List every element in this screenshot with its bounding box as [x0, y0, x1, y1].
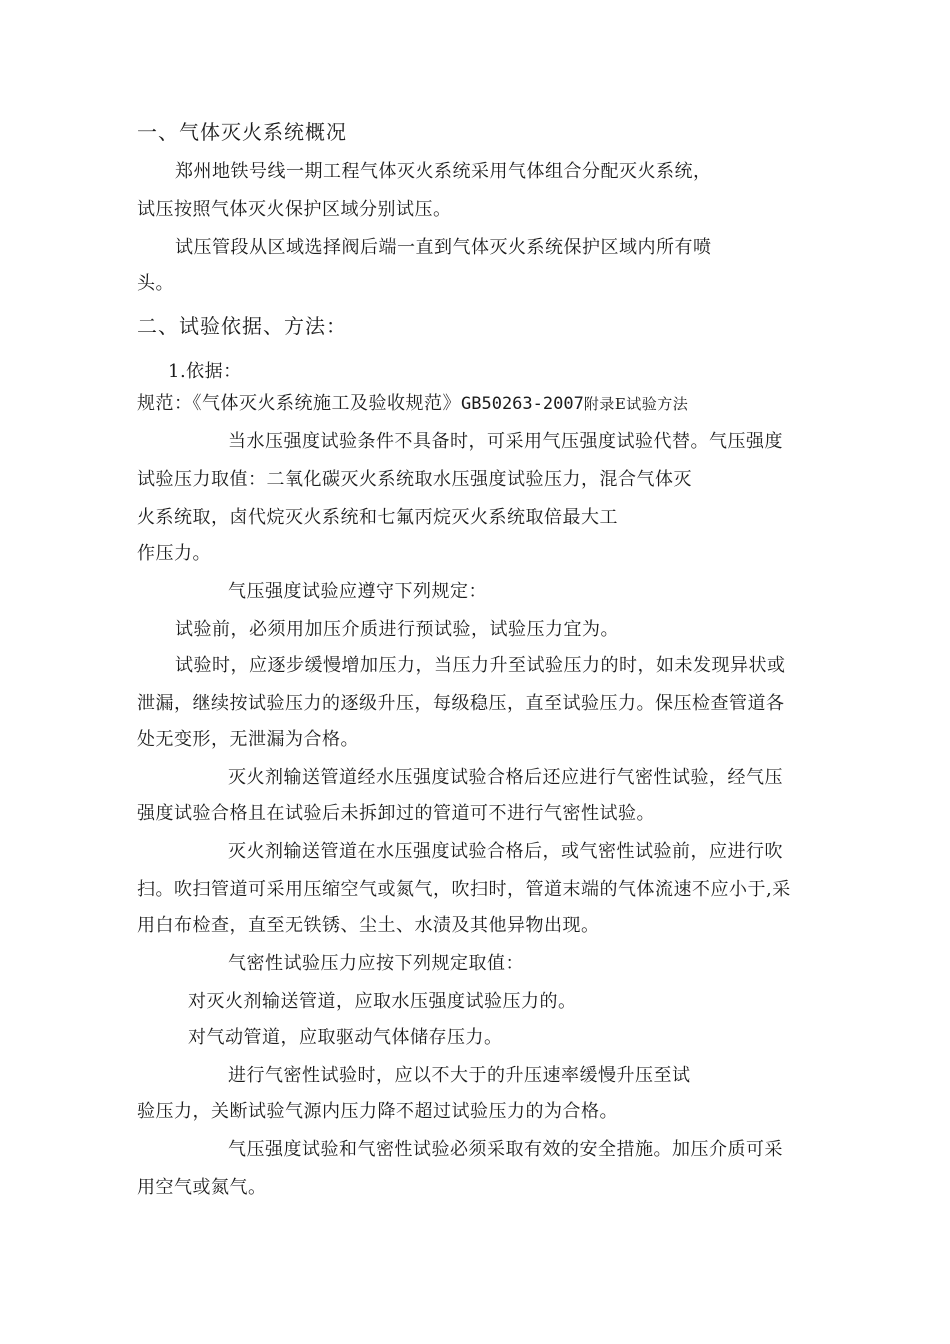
- paragraph-line: 强度试验合格且在试验后未拆卸过的管道可不进行气密性试验。: [137, 803, 655, 824]
- paragraph-line: 对气动管道，应取驱动气体储存压力。: [188, 1027, 503, 1048]
- paragraph-line: 气密性试验压力应按下列规定取值：: [228, 953, 524, 974]
- paragraph-line: 验压力，关断试验气源内压力降不超过试验压力的为合格。: [137, 1101, 618, 1122]
- paragraph-line: 试验时，应逐步缓慢增加压力，当压力升至试验压力的时，如未发现异状或: [175, 655, 786, 676]
- paragraph-line: 试压管段从区域选择阀后端一直到气体灭火系统保护区域内所有喷: [175, 237, 712, 258]
- paragraph-line: 对灭火剂输送管道，应取水压强度试验压力的。: [188, 991, 577, 1012]
- spec-code: GB50263-2007: [461, 394, 584, 414]
- paragraph-line: 火系统取，卤代烷灭火系统和七氟丙烷灭火系统取倍最大工: [137, 507, 618, 528]
- paragraph-line: 扫。吹扫管道可采用压缩空气或氮气，吹扫时，管道末端的气体流速不应小于,采: [137, 879, 791, 900]
- spec-reference: [137, 392, 688, 416]
- spec-suffix: 附录E试验方法: [583, 395, 689, 413]
- spec-prefix: 规范：《气体灭火系统施工及验收规范》: [137, 393, 461, 414]
- paragraph-line: 用空气或氮气。: [137, 1177, 267, 1198]
- paragraph-line: 郑州地铁号线一期工程气体灭火系统采用气体组合分配灭火系统，: [175, 161, 712, 182]
- paragraph-line: 当水压强度试验条件不具备时，可采用气压强度试验代替。气压强度: [228, 431, 783, 452]
- paragraph-line: 用白布检查，直至无铁锈、尘土、水渍及其他异物出现。: [137, 915, 600, 936]
- paragraph-line: 试验压力取值：二氧化碳灭火系统取水压强度试验压力，混合气体灭: [137, 469, 692, 490]
- paragraph-line: 气压强度试验应遵守下列规定：: [228, 581, 487, 602]
- paragraph-line: 灭火剂输送管道经水压强度试验合格后还应进行气密性试验，经气压: [228, 767, 783, 788]
- paragraph-line: 头。: [137, 273, 174, 294]
- basis-label: 1.依据：: [168, 361, 242, 382]
- paragraph-line: 灭火剂输送管道在水压强度试验合格后，或气密性试验前，应进行吹: [228, 841, 783, 862]
- paragraph-line: 进行气密性试验时，应以不大于的升压速率缓慢升压至试: [228, 1065, 691, 1086]
- paragraph-line: 处无变形，无泄漏为合格。: [137, 729, 359, 750]
- section-1-heading: 一、气体灭火系统概况: [137, 120, 347, 144]
- paragraph-line: 泄漏，继续按试验压力的逐级升压，每级稳压，直至试验压力。保压检查管道各: [137, 693, 785, 714]
- section-2-heading: 二、试验依据、方法：: [137, 314, 347, 338]
- paragraph-line: 试验前，必须用加压介质进行预试验，试验压力宜为。: [175, 619, 619, 640]
- paragraph-line: 气压强度试验和气密性试验必须采取有效的安全措施。加压介质可采: [228, 1139, 783, 1160]
- paragraph-line: 试压按照气体灭火保护区域分别试压。: [137, 199, 452, 220]
- paragraph-line: 作压力。: [137, 543, 211, 564]
